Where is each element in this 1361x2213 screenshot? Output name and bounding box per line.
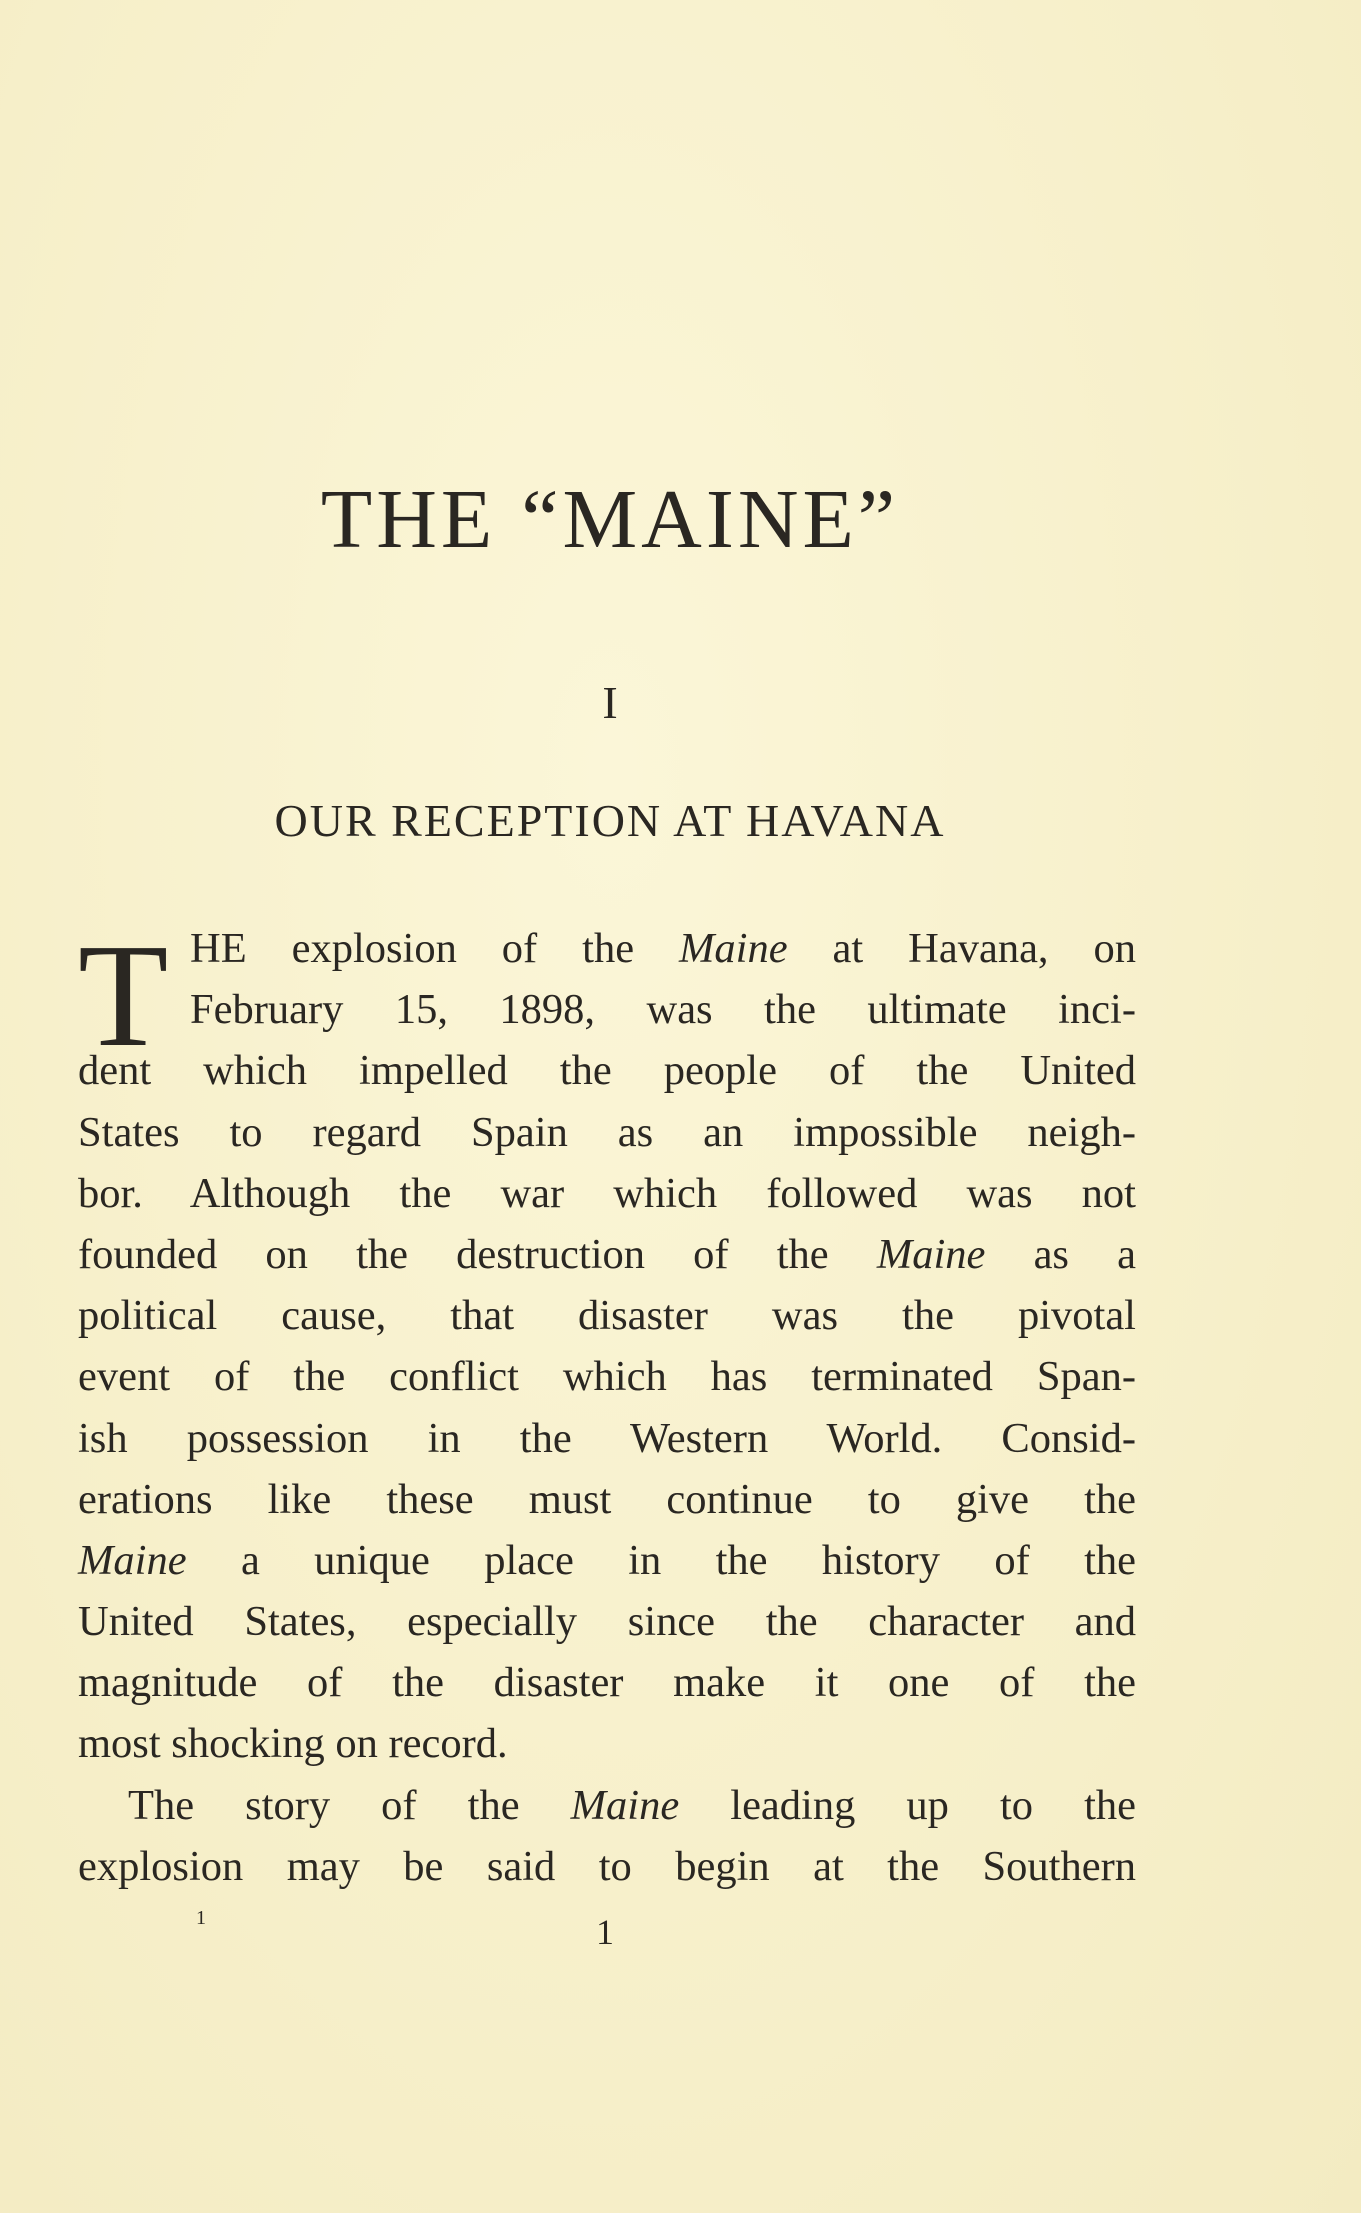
chapter-number: I: [602, 677, 618, 728]
text-line: [78, 1224, 1136, 1285]
text-run: The story of the: [128, 1781, 571, 1829]
text-run: bor. Although the war which followed was not: [78, 1169, 1136, 1217]
text-line: [78, 1102, 1136, 1163]
text-run: ish possession in the Western World. Consid-: [78, 1414, 1136, 1462]
text-line: [78, 1652, 1136, 1713]
text-line: [78, 1713, 1136, 1774]
italic-ship-name: Maine: [78, 1536, 187, 1584]
text-line: [78, 1163, 1136, 1224]
text-run: event of the conflict which has terminated Span-: [78, 1353, 1136, 1401]
drop-cap: T: [78, 914, 169, 1078]
chapter-title: OUR RECEPTION AT HAVANA: [274, 795, 946, 846]
text-run: erations like these must continue to give the: [78, 1475, 1136, 1523]
text-run: HE explosion of the: [190, 925, 680, 972]
page-number: 1: [596, 1912, 614, 1952]
text-line: [78, 1346, 1136, 1407]
text-run: United States, especially since the character and: [78, 1598, 1136, 1646]
text-run: political cause, that disaster was the pivotal: [78, 1292, 1136, 1340]
text-line: [78, 1836, 1136, 1897]
text-run: as a: [985, 1230, 1136, 1278]
italic-ship-name: Maine: [876, 1230, 986, 1278]
text-run: dent which impelled the people of the United: [78, 1047, 1136, 1095]
text-line: [78, 1408, 1136, 1469]
text-run: leading up to the: [679, 1781, 1136, 1829]
text-line: [78, 1285, 1136, 1346]
text-run: at Havana, on: [787, 925, 1136, 972]
text-line: [78, 1775, 1136, 1836]
text-line: [78, 1040, 1136, 1101]
text-run: explosion may be said to begin at the Southern: [78, 1842, 1136, 1890]
signature-mark: 1: [196, 1907, 206, 1929]
text-run: a unique place in the history of the: [186, 1536, 1136, 1584]
italic-ship-name: Maine: [570, 1781, 680, 1829]
body-text: [78, 914, 1136, 1897]
text-run: February 15, 1898, was the ultimate inci-: [190, 986, 1136, 1034]
text-line: [78, 1469, 1136, 1530]
text-line: [78, 918, 1136, 979]
text-run: most shocking on record.: [78, 1720, 508, 1768]
text-run: founded on the destruction of the: [78, 1230, 877, 1278]
text-run: States to regard Spain as an impossible neigh-: [78, 1108, 1136, 1156]
text-line: [78, 979, 1136, 1040]
book-title: THE “MAINE”: [320, 473, 900, 566]
text-line: [78, 1591, 1136, 1652]
text-line: [78, 1530, 1136, 1591]
italic-ship-name: Maine: [679, 925, 788, 972]
text-run: magnitude of the disaster make it one of the: [78, 1659, 1136, 1707]
